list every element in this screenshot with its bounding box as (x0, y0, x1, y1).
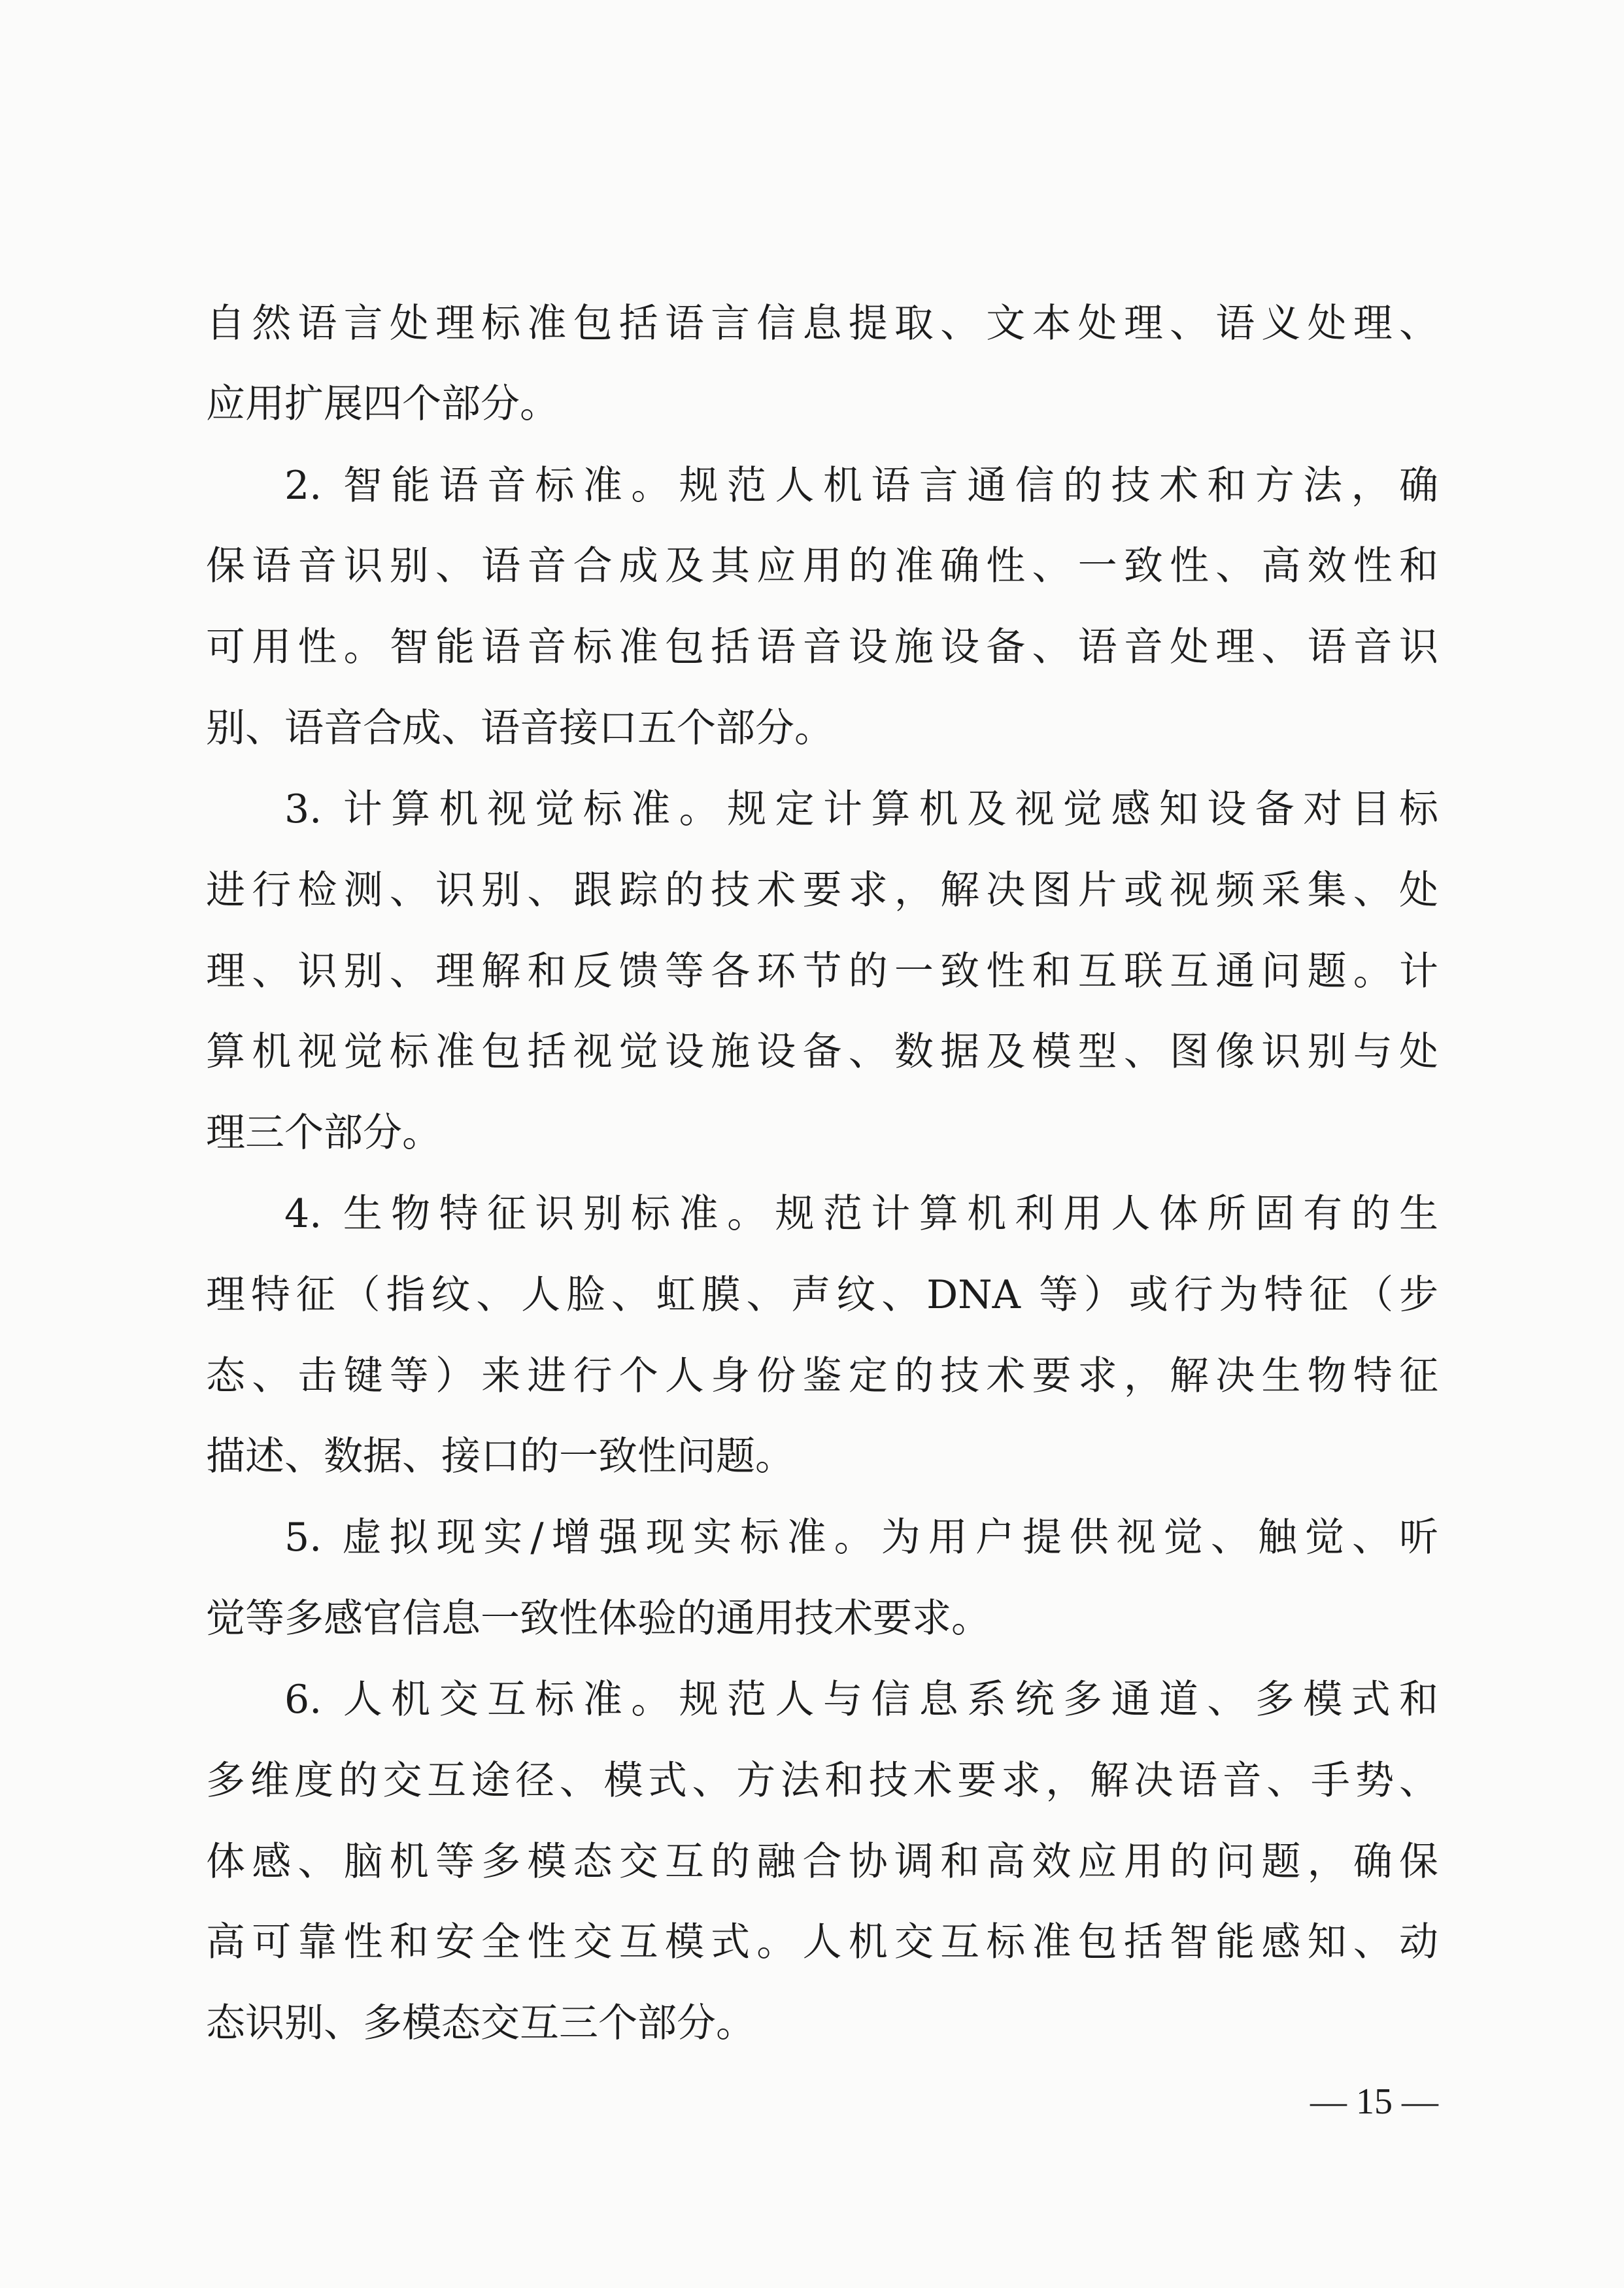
text-line: 6. 人机交互标准。规范人与信息系统多通道、多模式和 (284, 1677, 1438, 1723)
text-line: 理、识别、理解和反馈等各环节的一致性和互联互通问题。计 (206, 949, 1438, 994)
text-line: 2. 智能语音标准。规范人机语言通信的技术和方法，确 (284, 463, 1438, 509)
text-line: 描述、数据、接口的一致性问题。 (206, 1434, 794, 1479)
text-line: 别、语音合成、语音接口五个部分。 (206, 705, 834, 751)
text-line: 多维度的交互途径、模式、方法和技术要求，解决语音、手势、 (206, 1758, 1438, 1804)
text-line: 体感、脑机等多模态交互的融合协调和高效应用的问题，确保 (206, 1839, 1438, 1885)
text-line: 理特征（指纹、人脸、虹膜、声纹、DNA 等）或行为特征（步 (206, 1272, 1438, 1318)
text-line: 保语音识别、语音合成及其应用的准确性、一致性、高效性和 (206, 543, 1438, 589)
text-line: 进行检测、识别、跟踪的技术要求，解决图片或视频采集、处 (206, 867, 1438, 913)
text-line: 觉等多感官信息一致性体验的通用技术要求。 (206, 1596, 990, 1641)
text-line: 态识别、多模态交互三个部分。 (206, 2000, 755, 2046)
text-line: 4. 生物特征识别标准。规范计算机利用人体所固有的生 (284, 1191, 1438, 1237)
text-line: 高可靠性和安全性交互模式。人机交互标准包括智能感知、动 (206, 1919, 1438, 1965)
page-number: — 15 — (1310, 2081, 1438, 2122)
text-line: 理三个部分。 (206, 1110, 441, 1156)
text-line: 3. 计算机视觉标准。规定计算机及视觉感知设备对目标 (284, 786, 1438, 832)
text-line: 自然语言处理标准包括语言信息提取、文本处理、语义处理、 (206, 301, 1438, 346)
text-line: 应用扩展四个部分。 (206, 381, 559, 427)
text-line: 态、击键等）来进行个人身份鉴定的技术要求，解决生物特征 (206, 1353, 1438, 1399)
text-line: 5. 虚拟现实/增强现实标准。为用户提供视觉、触觉、听 (284, 1515, 1438, 1560)
text-line: 可用性。智能语音标准包括语音设施设备、语音处理、语音识 (206, 624, 1438, 670)
text-line: 算机视觉标准包括视觉设施设备、数据及模型、图像识别与处 (206, 1029, 1438, 1075)
